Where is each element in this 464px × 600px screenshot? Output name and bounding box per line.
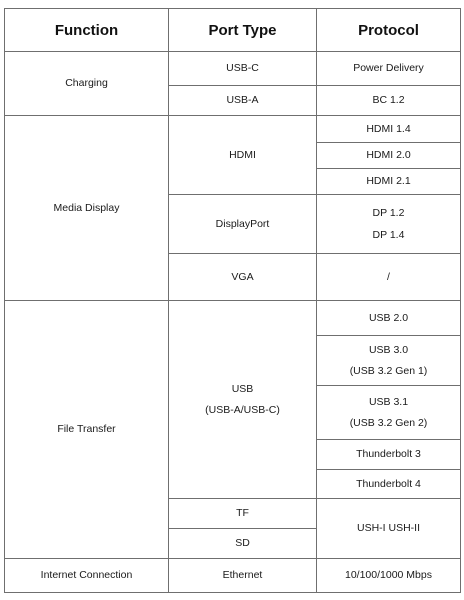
protocol-usb-3-0-alt: (USB 3.2 Gen 1) bbox=[349, 365, 428, 377]
port-tf: TF bbox=[236, 507, 249, 520]
port-ethernet: Ethernet bbox=[222, 569, 263, 582]
header-port-type: Port Type bbox=[208, 21, 277, 39]
port-sd: SD bbox=[235, 537, 250, 550]
function-charging: Charging bbox=[65, 77, 108, 90]
protocol-hdmi-2-1: HDMI 2.1 bbox=[366, 175, 411, 188]
protocol-vga: / bbox=[387, 270, 390, 283]
protocol-usb-3-1-alt: (USB 3.2 Gen 2) bbox=[349, 417, 428, 429]
protocol-usb-3-1-label: USB 3.1 bbox=[368, 395, 409, 408]
protocol-bc: BC 1.2 bbox=[372, 94, 405, 107]
function-file-transfer: File Transfer bbox=[57, 423, 116, 436]
protocol-usb-3-0-label: USB 3.0 bbox=[368, 343, 409, 356]
protocol-dp-1-4: DP 1.4 bbox=[372, 228, 405, 241]
port-usb bbox=[169, 301, 316, 498]
header-function: Function bbox=[54, 21, 119, 39]
protocol-ush: USH-I USH-II bbox=[357, 522, 420, 535]
protocol-usb-3-0 bbox=[317, 336, 460, 385]
port-usb-label: USB bbox=[231, 382, 254, 395]
header-protocol: Protocol bbox=[358, 21, 419, 39]
protocol-thunderbolt-4: Thunderbolt 4 bbox=[356, 477, 421, 490]
function-internet: Internet Connection bbox=[40, 569, 133, 582]
protocol-hdmi-2-0: HDMI 2.0 bbox=[366, 149, 411, 162]
function-media-display: Media Display bbox=[53, 201, 120, 214]
protocol-hdmi-1-4: HDMI 1.4 bbox=[366, 122, 411, 135]
port-vga: VGA bbox=[231, 270, 254, 283]
protocol-dp-1-2: DP 1.2 bbox=[372, 207, 405, 219]
port-usb-c: USB-C bbox=[226, 62, 259, 75]
port-displayport: DisplayPort bbox=[215, 217, 270, 230]
protocol-thunderbolt-3: Thunderbolt 3 bbox=[356, 448, 421, 461]
protocol-usb-2-0: USB 2.0 bbox=[368, 311, 409, 324]
port-usb-variants: (USB-A/USB-C) bbox=[205, 404, 280, 416]
port-protocol-table bbox=[4, 8, 461, 593]
protocol-usb-3-1 bbox=[317, 386, 460, 439]
protocol-power-delivery: Power Delivery bbox=[353, 62, 424, 75]
port-usb-a: USB-A bbox=[226, 94, 259, 107]
port-hdmi: HDMI bbox=[229, 148, 256, 161]
protocol-displayport bbox=[317, 195, 460, 253]
protocol-ethernet: 10/100/1000 Mbps bbox=[345, 569, 432, 582]
